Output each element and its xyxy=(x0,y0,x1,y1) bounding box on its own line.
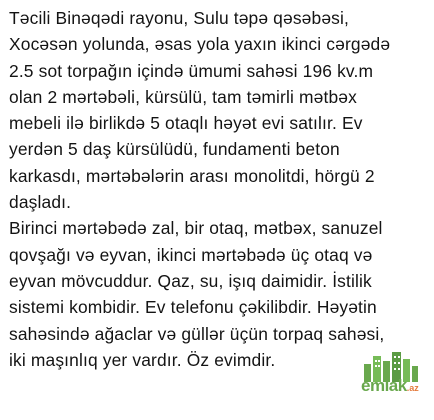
watermark-brand: emlak xyxy=(361,376,407,395)
description-line: iki maşınlıq yer vardır. Öz evimdir. xyxy=(9,349,276,370)
description-line: sistemi kombidir. Ev telefonu çəkilibdir. Həyətin xyxy=(9,297,377,318)
description-line: yerdən 5 daş kürsülüdü, fundamenti beton xyxy=(9,139,340,160)
description-line: daşladı. xyxy=(9,192,72,213)
emlak-watermark-logo xyxy=(356,352,424,404)
watermark-tld: .az xyxy=(406,383,419,393)
listing-description xyxy=(9,5,429,373)
description-line: mebeli ilə birlikdə 5 otaqlı həyət evi satılır. Ev xyxy=(9,113,363,134)
description-line: sahəsində ağaclar və güllər üçün torpaq sahəsi, xyxy=(9,323,385,344)
description-line: Təcili Binəqədi rayonu, Sulu təpə qəsəbəsi, xyxy=(9,8,349,28)
description-line: 2.5 sot torpağın içində ümumi sahəsi 196 kv.m xyxy=(9,60,374,81)
description-line: Xocəsən yolunda, əsas yola yaxın ikinci cərgədə xyxy=(9,34,391,55)
description-line: olan 2 mərtəbəli, kürsülü, tam təmirli mətbəx xyxy=(9,86,357,107)
description-line: eyvan mövcuddur. Qaz, su, işıq daimidir. İstilik xyxy=(9,270,372,291)
description-line: karkasdı, mərtəbələrin arası monolitdi, hörgü 2 xyxy=(9,165,375,186)
watermark-wordmark xyxy=(361,376,419,396)
description-line: Birinci mərtəbədə zal, bir otaq, mətbəx, sanuzel xyxy=(9,218,383,239)
description-line: qovşağı və eyvan, ikinci mərtəbədə üç otaq və xyxy=(9,244,373,265)
